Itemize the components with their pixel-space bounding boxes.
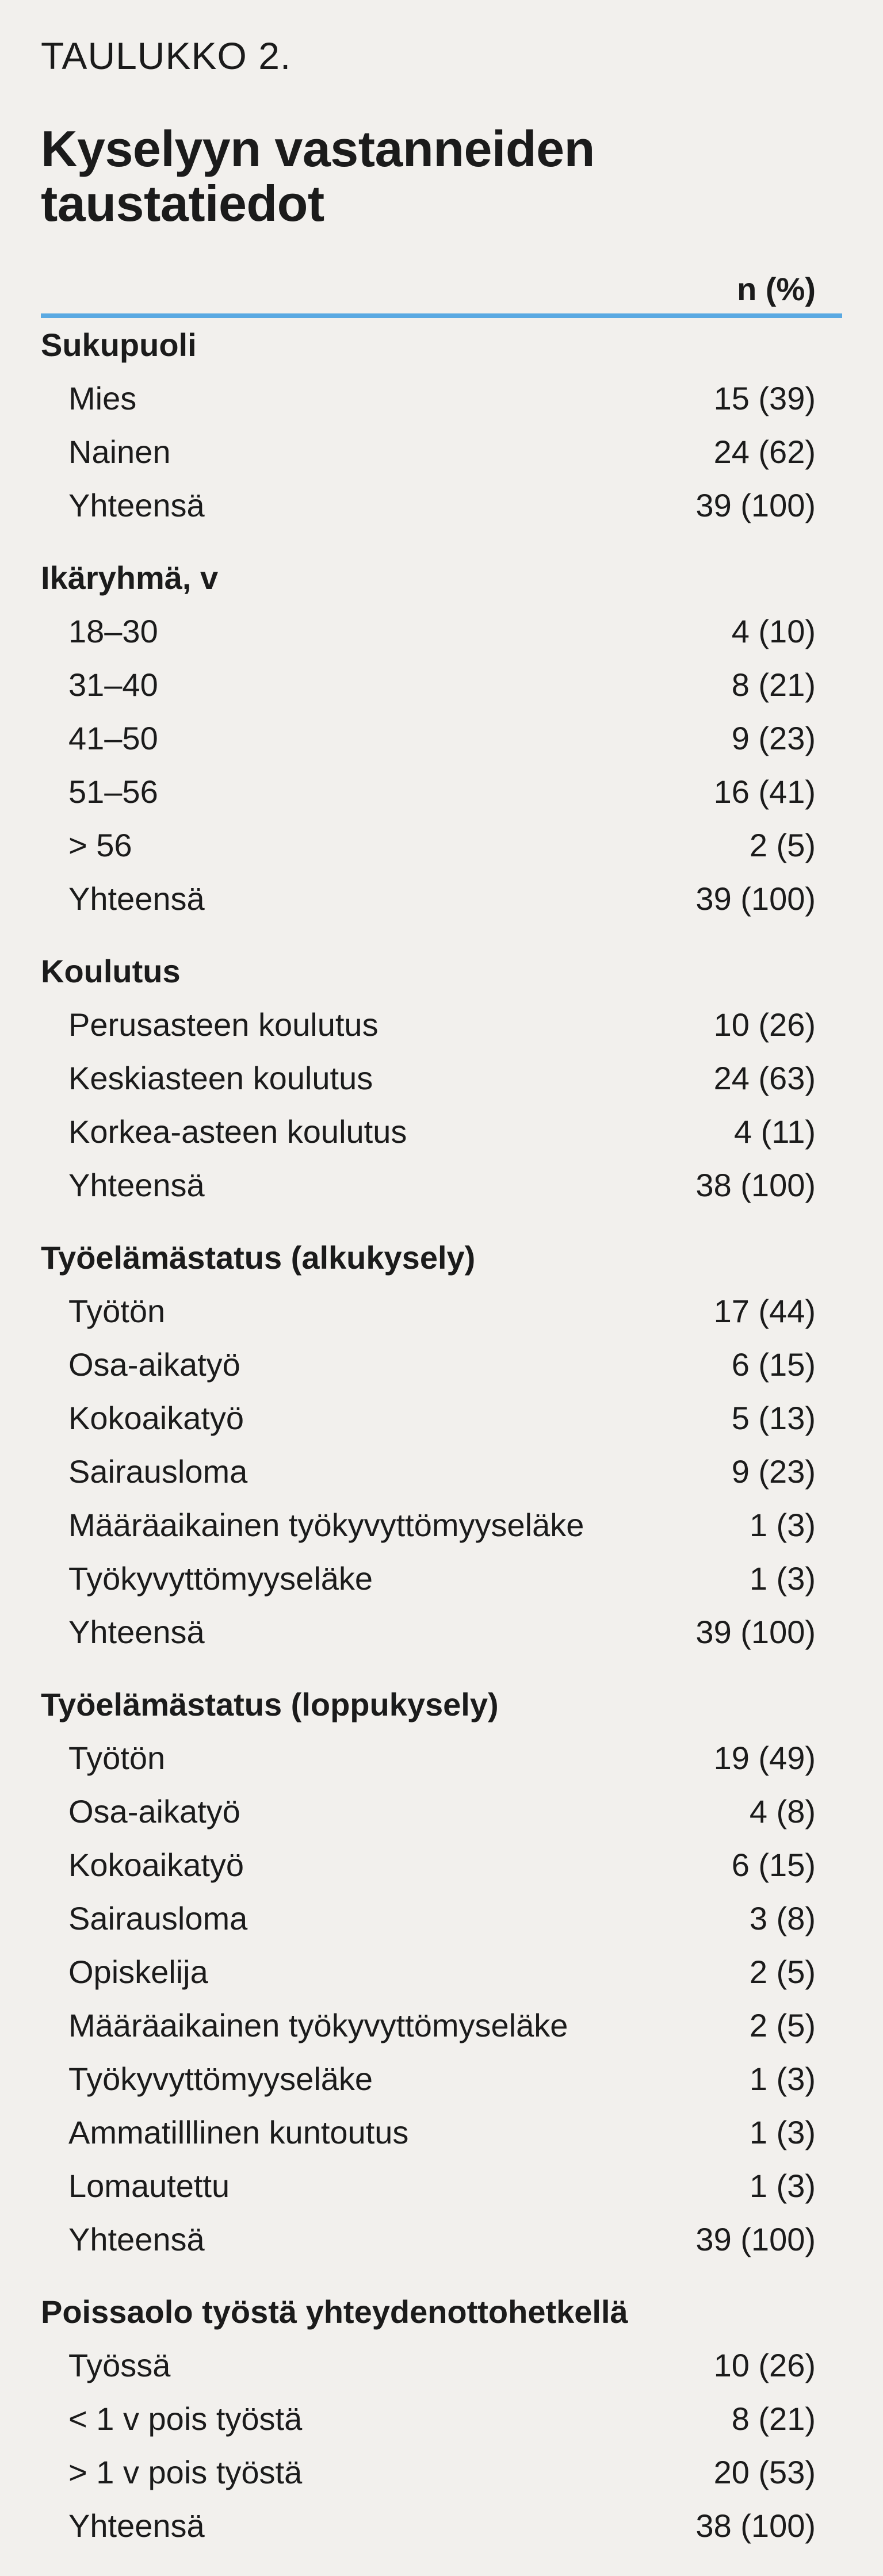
row-value: 8 (21) [731, 2401, 816, 2437]
row-label: Yhteensä [68, 2221, 205, 2258]
row-label: Opiskelija [68, 1954, 208, 1991]
table-row [41, 2392, 842, 2445]
row-label: Osa-aikatyö [68, 1793, 240, 1830]
row-value: 39 (100) [695, 2221, 816, 2258]
row-label: 31–40 [68, 667, 158, 703]
row-value: 15 (39) [713, 380, 816, 417]
row-value: 38 (100) [695, 1167, 816, 1204]
row-label: Perusasteen koulutus [68, 1006, 379, 1043]
table-row [41, 2338, 842, 2392]
table-row [41, 1945, 842, 1999]
row-value: 1 (3) [749, 1560, 816, 1597]
row-value: 17 (44) [713, 1293, 816, 1330]
table-section [41, 2285, 842, 2552]
section-title: Sukupuoli [41, 327, 197, 363]
table-label: TAULUKKO 2. [41, 35, 292, 77]
table-row [41, 2213, 842, 2266]
row-label: 51–56 [68, 774, 158, 810]
table-row [41, 765, 842, 818]
row-value: 8 (21) [731, 667, 816, 703]
row-label: Työkyvyttömyyseläke [68, 1560, 373, 1597]
row-label: Ammatilllinen kuntoutus [68, 2114, 409, 2151]
table-row [41, 1552, 842, 1605]
table-row [41, 604, 842, 658]
row-label: 41–50 [68, 720, 158, 757]
row-label: < 1 v pois työstä [68, 2401, 303, 2437]
section-title: Työelämästatus (loppukysely) [41, 1686, 499, 1723]
row-label: Määräaikainen työkyvyttömyseläke [68, 2007, 568, 2044]
row-label: Kokoaikatyö [68, 1400, 244, 1437]
table-title-line-2: taustatiedot [41, 175, 324, 232]
table-row [41, 998, 842, 1051]
table-title [41, 121, 842, 231]
row-value: 1 (3) [749, 1507, 816, 1544]
section-title: Ikäryhmä, v [41, 560, 219, 596]
column-header-label: n (%) [737, 270, 816, 307]
section-title: Koulutus [41, 953, 181, 990]
table-row [41, 425, 842, 479]
table-row [41, 1158, 842, 1212]
row-label: Lomautettu [68, 2168, 230, 2204]
row-value: 4 (8) [749, 1793, 816, 1830]
table-row [41, 2052, 842, 2106]
table-row [41, 1498, 842, 1552]
row-value: 4 (10) [731, 613, 816, 650]
row-value: 20 (53) [713, 2454, 816, 2491]
row-value: 2 (5) [749, 2007, 816, 2044]
table-row [41, 2106, 842, 2159]
table-section [41, 944, 842, 1212]
row-value: 2 (5) [749, 827, 816, 864]
row-value: 3 (8) [749, 1900, 816, 1937]
row-value: 39 (100) [695, 1614, 816, 1651]
row-value: 10 (26) [713, 1006, 816, 1043]
row-value: 1 (3) [749, 2114, 816, 2151]
header-rule [41, 313, 842, 318]
row-label: Nainen [68, 434, 171, 470]
row-value: 6 (15) [731, 1847, 816, 1884]
row-label: > 56 [68, 827, 132, 864]
section-title: Työelämästatus (alkukysely) [41, 1239, 476, 1276]
table-section [41, 1231, 842, 1659]
table-row [41, 1445, 842, 1498]
row-label: Yhteensä [68, 881, 205, 917]
table-row [41, 872, 842, 925]
column-header [41, 267, 842, 310]
table-section [41, 318, 842, 532]
row-label: Sairausloma [68, 1900, 248, 1937]
row-label: Kokoaikatyö [68, 1847, 244, 1884]
table-row [41, 2159, 842, 2213]
table-row [41, 658, 842, 711]
row-label: Yhteensä [68, 487, 205, 524]
row-label: Mies [68, 380, 137, 417]
table-row [41, 2445, 842, 2499]
table-section [41, 1678, 842, 2266]
row-label: Keskiasteen koulutus [68, 1060, 373, 1097]
table-row [41, 1105, 842, 1158]
row-label: 18–30 [68, 613, 158, 650]
table-row [41, 1284, 842, 1338]
table-row [41, 1838, 842, 1892]
row-value: 16 (41) [713, 774, 816, 810]
row-label: Yhteensä [68, 1167, 205, 1204]
row-value: 39 (100) [695, 487, 816, 524]
row-value: 1 (3) [749, 2168, 816, 2204]
table-section [41, 551, 842, 925]
row-label: Työkyvyttömyyseläke [68, 2061, 373, 2097]
table-row [41, 1051, 842, 1105]
table-row [41, 479, 842, 532]
row-value: 19 (49) [713, 1740, 816, 1777]
section-title: Poissaolo työstä yhteydenottohetkellä [41, 2294, 628, 2330]
row-value: 39 (100) [695, 881, 816, 917]
row-label: Korkea-asteen koulutus [68, 1113, 407, 1150]
row-label: Yhteensä [68, 1614, 205, 1651]
row-label: Sairausloma [68, 1453, 248, 1490]
table-row [41, 711, 842, 765]
row-label: Työssä [68, 2347, 171, 2384]
table-row [41, 1391, 842, 1445]
row-label: Työtön [68, 1293, 166, 1330]
row-value: 6 (15) [731, 1346, 816, 1383]
row-value: 4 (11) [733, 1113, 816, 1150]
table-row [41, 1731, 842, 1785]
row-value: 1 (3) [749, 2061, 816, 2097]
row-value: 9 (23) [731, 1453, 816, 1490]
row-value: 24 (63) [713, 1060, 816, 1097]
table-title-line-1: Kyselyyn vastanneiden [41, 120, 595, 178]
row-label: Määräaikainen työkyvyttömyyseläke [68, 1507, 584, 1544]
table-row [41, 1892, 842, 1945]
row-label: Yhteensä [68, 2508, 205, 2544]
table-row [41, 818, 842, 872]
table-row [41, 372, 842, 425]
row-value: 38 (100) [695, 2508, 816, 2544]
row-value: 10 (26) [713, 2347, 816, 2384]
row-label: Työtön [68, 1740, 166, 1777]
row-label: Osa-aikatyö [68, 1346, 240, 1383]
row-value: 24 (62) [713, 434, 816, 470]
row-value: 2 (5) [749, 1954, 816, 1991]
row-value: 5 (13) [731, 1400, 816, 1437]
table-row [41, 1999, 842, 2052]
table-row [41, 2499, 842, 2552]
table-body [41, 318, 842, 2552]
row-value: 9 (23) [731, 720, 816, 757]
table-row [41, 1785, 842, 1838]
row-label: > 1 v pois työstä [68, 2454, 303, 2491]
table-row [41, 1338, 842, 1391]
table-row [41, 1605, 842, 1659]
